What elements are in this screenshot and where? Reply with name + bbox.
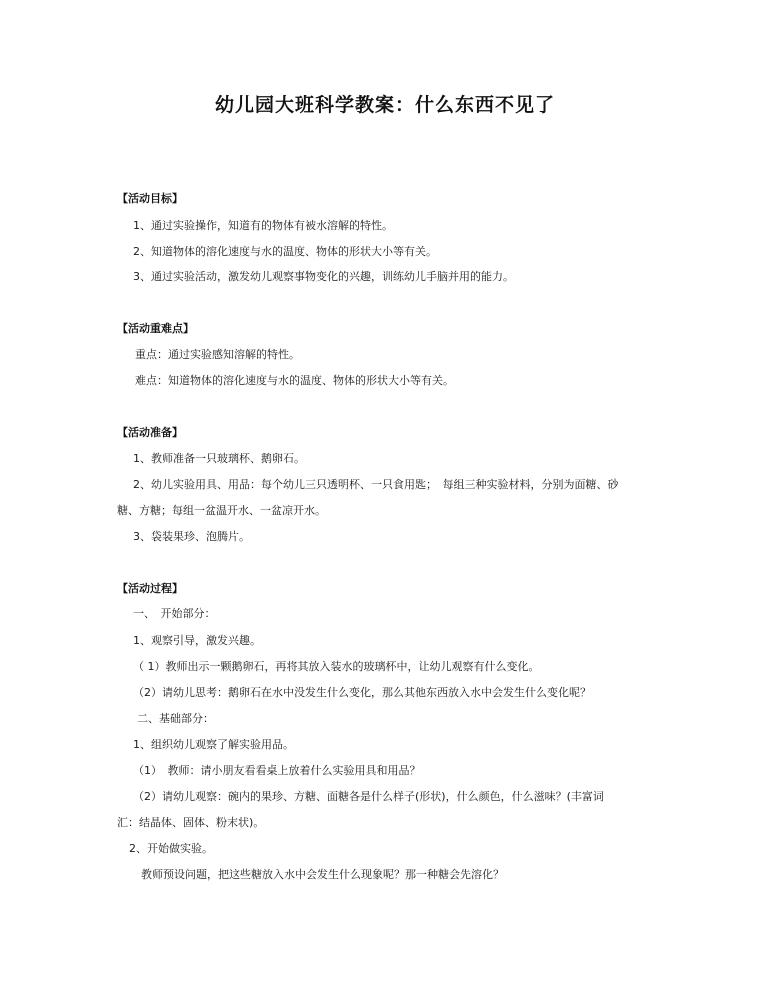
paragraph-line: 二、基础部分： bbox=[137, 712, 214, 725]
paragraph-line: 糖、方糖；每组一盆温开水、一盆凉开水。 bbox=[117, 504, 326, 517]
document-title: 幼儿园大班科学教案：什么东西不见了 bbox=[214, 94, 555, 116]
paragraph-line: 难点：知道物体的溶化速度与水的温度、物体的形状大小等有关。 bbox=[135, 374, 454, 387]
paragraph-line: 2、幼儿实验用具、用品：每个幼儿三只透明杯、一只食用匙； 每组三种实验材料，分别为面糖、砂 bbox=[133, 478, 619, 491]
paragraph-line: （2）请幼儿观察：碗内的果珍、方糖、面糖各是什么样子(形状)，什么颜色，什么滋味？(丰富词 bbox=[133, 790, 604, 803]
section-heading-goals: 【活动目标】 bbox=[117, 192, 183, 205]
paragraph-line: 3、通过实验活动，激发幼儿观察事物变化的兴趣，训练幼儿手脑并用的能力。 bbox=[133, 270, 514, 283]
paragraph-line: 2、知道物体的溶化速度与水的温度、物体的形状大小等有关。 bbox=[133, 245, 437, 258]
section-heading-process: 【活动过程】 bbox=[117, 582, 183, 595]
paragraph-line: 一、 开始部分： bbox=[133, 607, 216, 620]
paragraph-line: 教师预设问题，把这些糖放入水中会发生什么现象呢？那一种糖会先溶化？ bbox=[141, 868, 504, 881]
paragraph-line: 3、袋装果珍、泡腾片。 bbox=[133, 530, 250, 543]
paragraph-line: 汇：结晶体、固体、粉末状)。 bbox=[117, 816, 265, 829]
paragraph-line: 2、开始做实验。 bbox=[129, 842, 213, 855]
paragraph-line: 1、观察引导，激发兴趣。 bbox=[133, 634, 261, 647]
paragraph-line: （1） 教师：请小朋友看看桌上放着什么实验用具和用品？ bbox=[133, 764, 421, 777]
paragraph-line: 重点：通过实验感知溶解的特性。 bbox=[135, 348, 300, 361]
paragraph-line: 1、通过实验操作，知道有的物体有被水溶解的特性。 bbox=[133, 219, 393, 232]
section-heading-preparation: 【活动准备】 bbox=[117, 426, 183, 439]
section-heading-key-points: 【活动重难点】 bbox=[117, 322, 194, 335]
paragraph-line: （ 1）教师出示一颗鹅卵石，再将其放入装水的玻璃杯中，让幼儿观察有什么变化。 bbox=[133, 660, 540, 673]
paragraph-line: 1、教师准备一只玻璃杯、鹅卵石。 bbox=[133, 452, 305, 465]
paragraph-line: 1、组织幼儿观察了解实验用品。 bbox=[133, 738, 294, 751]
paragraph-line: （2）请幼儿思考：鹅卵石在水中没发生什么变化，那么其他东西放入水中会发生什么变化呢？ bbox=[133, 686, 591, 699]
